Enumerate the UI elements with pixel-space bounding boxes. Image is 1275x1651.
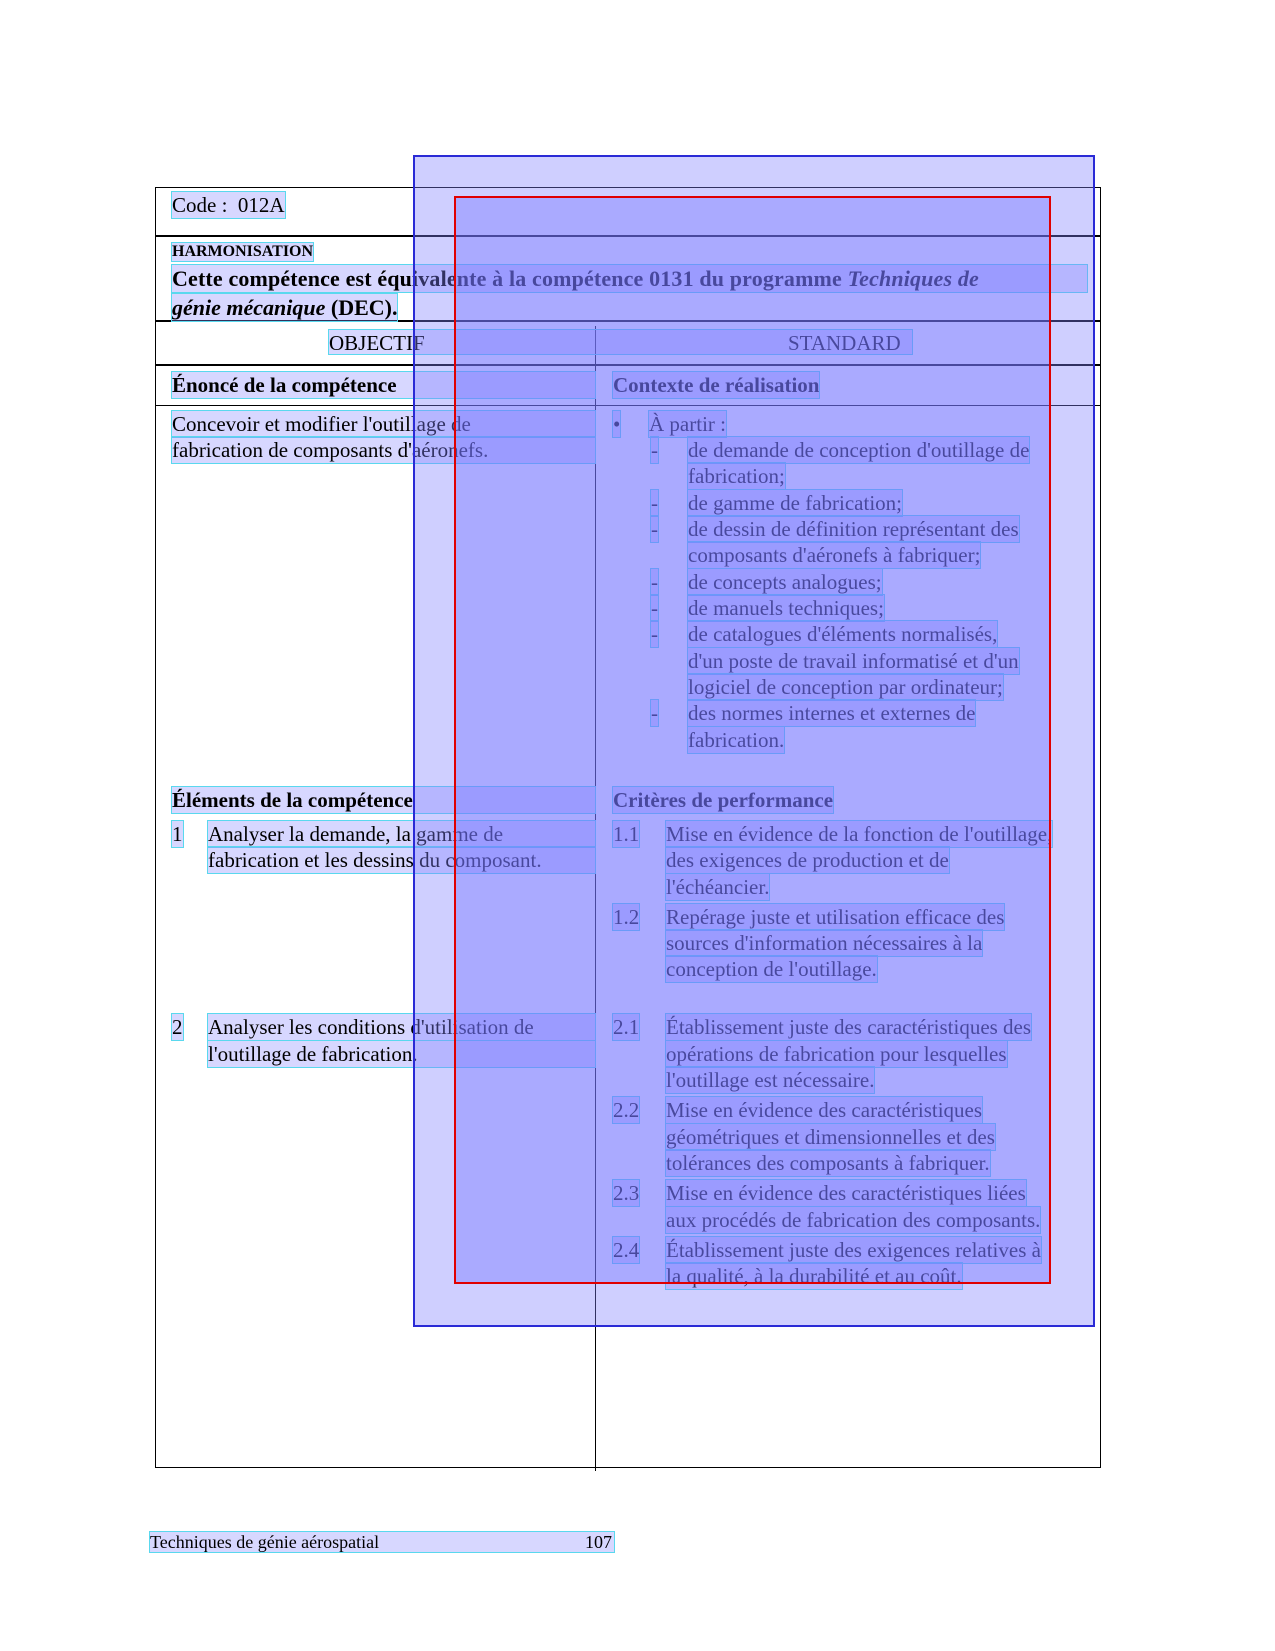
contexte-intro: À partir : <box>649 412 726 436</box>
page-footer <box>150 1532 614 1552</box>
critere-line: Repérage juste et utilisation efficace des <box>666 905 1005 929</box>
critere-number: 1.1 <box>613 822 640 846</box>
critere-number: 2.1 <box>613 1015 640 1039</box>
enonce-line-1: Concevoir et modifier l'outillage de <box>172 411 595 437</box>
critere-line: Établissement juste des exigences relatives à <box>666 1238 1041 1262</box>
critere-line: la qualité, à la durabilité et au coût. <box>666 1264 962 1288</box>
contexte-dash: - <box>651 701 658 725</box>
critere-line: sources d'information nécessaires à la <box>666 931 983 955</box>
critere-line: géométriques et dimensionnelles et des <box>666 1125 995 1149</box>
contexte-dash: - <box>651 517 658 541</box>
critere-line: Mise en évidence des caractéristiques <box>666 1098 983 1122</box>
critere-line: Mise en évidence des caractéristiques liées <box>666 1181 1026 1205</box>
elements-heading: Éléments de la compétence <box>172 787 595 813</box>
harmonisation-label: HARMONISATION <box>172 243 314 260</box>
contexte-item-line: composants d'aéronefs à fabriquer; <box>688 543 981 567</box>
critere-number: 2.3 <box>613 1181 640 1205</box>
contexte-item-line: de gamme de fabrication; <box>688 491 902 515</box>
contexte-dash: - <box>651 491 658 515</box>
criteres-heading: Critères de performance <box>613 788 834 812</box>
contexte-item-line: logiciel de conception par ordinateur; <box>688 675 1003 699</box>
contexte-item-line: de catalogues d'éléments normalisés, <box>688 622 998 646</box>
harmonisation-program-name-b: génie mécanique <box>172 295 326 320</box>
contexte-item-line: des normes internes et externes de <box>688 701 976 725</box>
harmonisation-text-a: Cette compétence est équivalente à la compétence 0131 du programme <box>172 266 848 291</box>
contexte-dash: - <box>651 438 658 462</box>
code-label: Code : <box>172 193 228 217</box>
objectif-header: OBJECTIF <box>329 331 425 355</box>
contexte-dash: - <box>651 596 658 620</box>
critere-number: 1.2 <box>613 905 640 929</box>
contexte-item-line: de manuels techniques; <box>688 596 884 620</box>
contexte-dash: - <box>651 570 658 594</box>
element-number: 1 <box>172 822 183 846</box>
standard-header: STANDARD <box>788 331 901 355</box>
critere-line: conception de l'outillage. <box>666 957 877 981</box>
harmonisation-text-b: (DEC). <box>325 295 398 320</box>
contexte-heading: Contexte de réalisation <box>613 373 820 397</box>
selection-region-inner <box>454 196 1051 1284</box>
critere-line: aux procédés de fabrication des composants. <box>666 1208 1041 1232</box>
contexte-item-line: fabrication; <box>688 464 785 488</box>
harmonisation-line-2 <box>172 294 397 321</box>
critere-number: 2.2 <box>613 1098 640 1122</box>
enonce-line-2: fabrication de composants d'aéronefs. <box>172 437 595 463</box>
critere-line: l'outillage est nécessaire. <box>666 1068 875 1092</box>
contexte-item-line: de dessin de définition représentant des <box>688 517 1019 541</box>
critere-line: des exigences de production et de <box>666 848 949 872</box>
footer-program-name: Techniques de génie aérospatial <box>150 1532 380 1552</box>
footer-page-number: 107 <box>585 1532 612 1552</box>
harmonisation-program-name-a: Techniques de <box>847 266 979 291</box>
contexte-dash: - <box>651 622 658 646</box>
contexte-bullet: • <box>613 412 621 436</box>
critere-line: Mise en évidence de la fonction de l'outillage, <box>666 822 1053 846</box>
critere-line: l'échéancier. <box>666 875 770 899</box>
enonce-heading: Énoncé de la compétence <box>172 372 595 398</box>
contexte-item-line: de demande de conception d'outillage de <box>688 438 1030 462</box>
element-number: 2 <box>172 1015 183 1039</box>
contexte-item-line: d'un poste de travail informatisé et d'un <box>688 649 1019 673</box>
code-value: 012A <box>237 193 285 217</box>
element-line: l'outillage de fabrication. <box>208 1041 595 1067</box>
code-field <box>172 192 285 218</box>
contexte-item-line: fabrication. <box>688 728 785 752</box>
critere-line: Établissement juste des caractéristiques des <box>666 1015 1032 1039</box>
element-line: Analyser les conditions d'utilisation de <box>208 1014 595 1040</box>
element-line: Analyser la demande, la gamme de <box>208 821 595 847</box>
critere-line: tolérances des composants à fabriquer. <box>666 1151 990 1175</box>
element-line: fabrication et les dessins du composant. <box>208 847 595 873</box>
critere-number: 2.4 <box>613 1238 640 1262</box>
contexte-item-line: de concepts analogues; <box>688 570 882 594</box>
critere-line: opérations de fabrication pour lesquelles <box>666 1042 1007 1066</box>
